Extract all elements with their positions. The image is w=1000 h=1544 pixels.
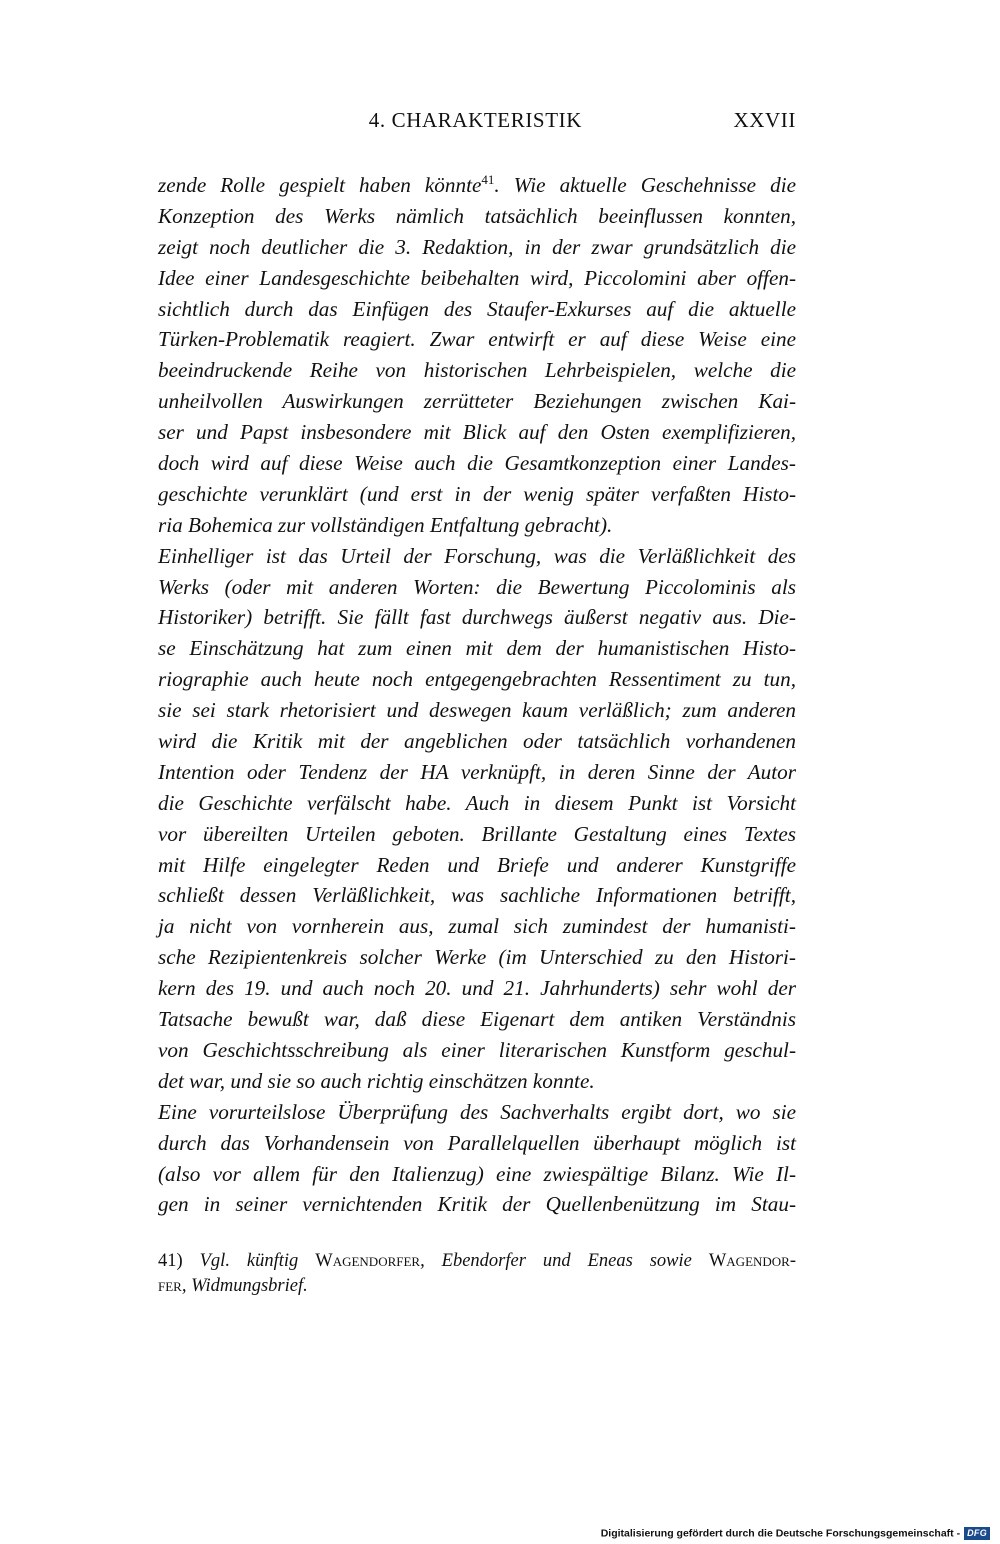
text-line: Historiker) betrifft. Sie fällt fast durchwegs äußerst negativ aus. Die- [158, 605, 796, 630]
text-line: Intention oder Tendenz der HA verknüpft, in deren Sinne der Autor [158, 759, 796, 784]
footnote-line: 41) Vgl. künftig Wagendorfer, Ebendorfer und Eneas sowie Wagendor- [158, 1251, 797, 1271]
text-line: Türken-Problematik reagiert. Zwar entwirft er auf diese Weise eine [158, 327, 796, 352]
text-line: durch das Vorhandensein von Parallelquellen überhaupt möglich ist [158, 1130, 796, 1155]
footnote [158, 1249, 796, 1299]
text-line: se Einschätzung hat zum einen mit dem der humanistischen Histo- [158, 636, 796, 661]
text-line: sichtlich durch das Einfügen des Staufer-Exkurses auf die aktuelle [158, 296, 796, 321]
author-name: fer [158, 1276, 182, 1296]
text-line: Tatsache bewußt war, daß diese Eigenart dem antiken Verständnis [158, 1007, 796, 1032]
text-line: geschichte verunklärt (und erst in der wenig später verfaßten Histo- [158, 481, 796, 506]
text-line: ria Bohemica zur vollständigen Entfaltung gebracht). [158, 512, 613, 537]
text-line: schließt dessen Verläßlichkeit, was sachliche Informationen betrifft, [158, 883, 796, 908]
running-title: 4. CHARAKTERISTIK [368, 108, 582, 132]
text-line: riographie auch heute noch entgegengebrachten Ressentiment zu tun, [158, 667, 796, 692]
text-line: vor übereilten Urteilen geboten. Brillante Gestaltung eines Textes [158, 821, 796, 846]
text-line: zende Rolle gespielt haben könnte$^{41}$. Wie aktuelle Geschehnisse die [158, 172, 796, 197]
author-name: Wagendorfer [315, 1251, 421, 1271]
text-line: von Geschichtsschreibung als einer literarischen Kunstform geschul- [158, 1037, 796, 1062]
text-line: Einhelliger ist das Urteil der Forschung, was die Verläßlichkeit des [158, 543, 796, 568]
text-line: Eine vorurteilslose Überprüfung des Sachverhalts ergibt dort, wo sie [158, 1099, 796, 1124]
footnote-line: fer, Widmungsbrief. [158, 1276, 308, 1296]
text-line: beeindruckende Reihe von historischen Lehrbeispielen, welche die [158, 358, 796, 383]
text-line: Werks (oder mit anderen Worten: die Bewertung Piccolominis als [158, 574, 796, 599]
text-line: sche Rezipientenkreis solcher Werke (im Unterschied zu den Histori- [158, 945, 796, 970]
text-line: Konzeption des Werks nämlich tatsächlich beeinflussen konnten, [158, 203, 796, 228]
credit-text: Digitalisierung gefördert durch die Deutsche Forschungsgemeinschaft - [600, 1527, 961, 1540]
body-text [158, 170, 796, 1220]
text-line: ser und Papst insbesondere mit Blick auf den Osten exemplifizieren, [158, 420, 796, 445]
text-line: kern des 19. und auch noch 20. und 21. Jahrhunderts) sehr wohl der [158, 976, 796, 1001]
page-number: XXVII [733, 108, 796, 132]
text-line: unheilvollen Auswirkungen zerrütteter Beziehungen zwischen Kai- [158, 389, 796, 414]
text-line: (also vor allem für den Italienzug) eine zwiespältige Bilanz. Wie Il- [158, 1161, 796, 1186]
footnote-number: 41) [158, 1251, 183, 1271]
dfg-logo: DFG [964, 1527, 990, 1540]
text-line: mit Hilfe eingelegter Reden und Briefe und anderer Kunstgriffe [158, 852, 796, 877]
text-line: gen in seiner vernichtenden Kritik der Quellenbenützung im Stau- [158, 1192, 796, 1217]
text-line: zeigt noch deutlicher die 3. Redaktion, in der zwar grundsätzlich die [158, 234, 796, 259]
text-line: die Geschichte verfälscht habe. Auch in diesem Punkt ist Vorsicht [158, 790, 796, 815]
author-name: Wagendor- [708, 1251, 797, 1271]
text-line: ja nicht von vornherein aus, zumal sich zumindest der humanisti- [158, 914, 796, 939]
footnote-reference[interactable]: 41 [481, 172, 495, 187]
text-line: wird die Kritik mit der angeblichen oder tatsächlich vorhandenen [158, 729, 796, 754]
text-line: sie sei stark rhetorisiert und deswegen kaum verläßlich; zum anderen [158, 698, 796, 723]
text-line: Idee einer Landesgeschichte beibehalten wird, Piccolomini aber offen- [158, 265, 796, 290]
text-line: det war, und sie so auch richtig einschätzen konnte. [158, 1068, 595, 1093]
digitization-credit [601, 1527, 990, 1540]
text-line: doch wird auf diese Weise auch die Gesamtkonzeption einer Landes- [158, 451, 796, 476]
